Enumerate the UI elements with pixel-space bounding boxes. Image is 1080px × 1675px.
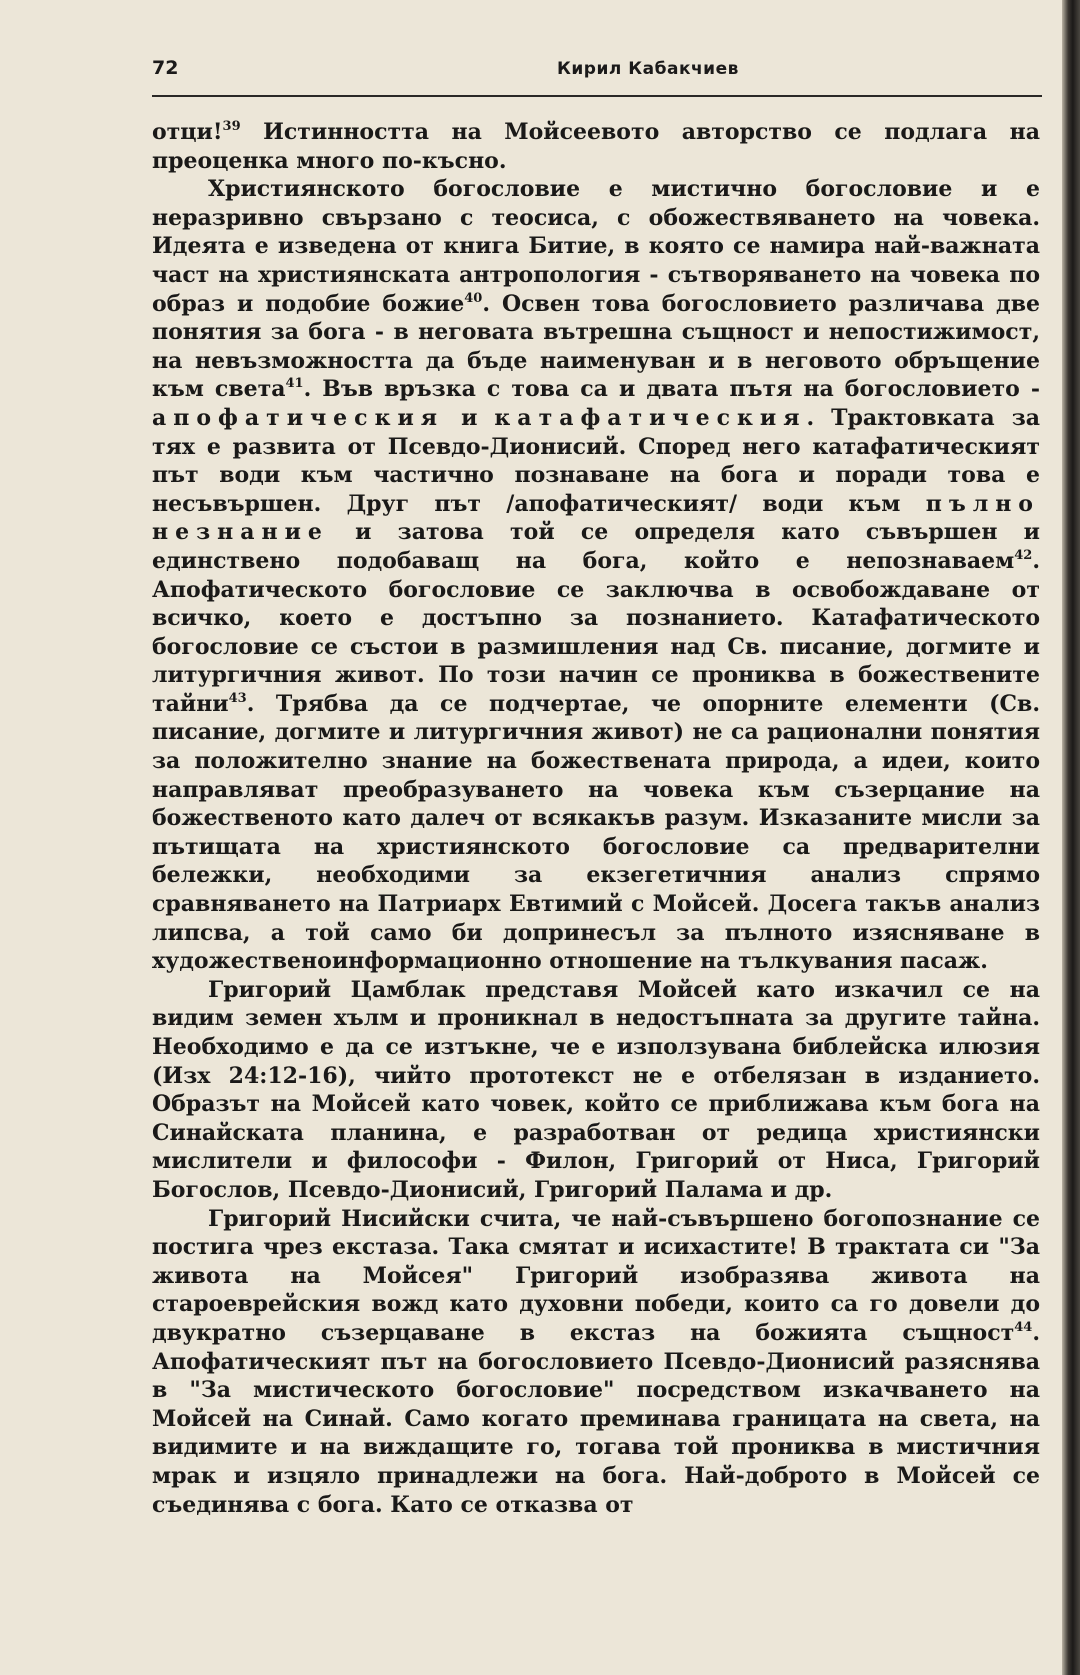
- term-cataphatic: катафатическия: [494, 404, 807, 431]
- paragraph-2-b: . Освен това богословието различава две понятия за бога - в неговата вътрешна същност и непостижимост, на невъзможността да бъде наименуван и в неговото обръщение към света: [152, 290, 1040, 403]
- page-number: 72: [152, 57, 179, 79]
- header-rule: [152, 95, 1042, 97]
- footnote-ref-40: 40: [464, 290, 483, 306]
- footnote-ref-39: 39: [222, 119, 241, 134]
- paragraph-1: [152, 118, 1040, 175]
- page-edge: [1062, 0, 1080, 1675]
- paragraph-2-e: и затова той се определя като съвършен и единствено подобаващ на бога, който е непознаваем: [152, 519, 1040, 574]
- footnote-ref-43: 43: [228, 690, 247, 706]
- paragraph-2-a: Християнското богословие е мистично богословие и е неразривно свързано с теосиса, с обожествяването на човека. Идеята е изведена от книга Битие, в която се намира най-важната част на християнската антропология - сътворяването на човека по образ и подобие божие: [152, 176, 1040, 317]
- footnote-ref-44: 44: [1014, 1319, 1033, 1335]
- page-header: [152, 57, 1042, 87]
- paragraph-4-b: . Апофатическият път на богословието Псевдо-Дионисий разяснява в "За мистическото богословие" посредством изкачването на Мойсей на Синай. Само когато преминава границата на света, на видимите и на виждащите го, тогава той прониква в мистичния мрак и изцяло принадлежи на бога. Най-доброто в Мойсей се съединява с бога. Като се отказва от: [152, 1319, 1040, 1518]
- paragraph-2-d: . Трактовката за тях е развита от Псевдо-Дионисий. Според него катафатическият път води към частично познаване на бога и поради това е несъвършен. Друг път /апофатическият/ води към: [152, 404, 1040, 517]
- paragraph-4-a: Григорий Нисийски счита, че най-съвършено богопознание се постига чрез екстаза. Така смятат и исихастите! В трактата си "За живота на Мойсея" Григорий изобразява живота на староеврейския вожд като духовни победи, които са го довели до двукратно съзерцаване в екстаз на божията същност: [152, 1205, 1040, 1346]
- paragraph-2-and: и: [444, 404, 495, 431]
- paragraph-2: [152, 175, 1040, 976]
- paragraph-2-c: . Във връзка с това са и двата пътя на богословието -: [303, 376, 1040, 403]
- paragraph-1-text: отци!: [152, 119, 223, 145]
- paragraph-4: [152, 1205, 1040, 1520]
- paragraph-2-f: . Апофатическото богословие се заключва в освобождаване от всичко, което е достъпно за познанието. Катафатическото богословие се състои в размишления над Св. писание, догмите и литургичния живот. По този начин се прониква в божествените тайни: [152, 547, 1040, 717]
- paragraph-2-g: . Трябва да се подчертае, че опорните елементи (Св. писание, догмите и литургичния живот) не са рационални понятия за положително знание на божествената природа, а идеи, които направляват преобразуването на човека към съзерцание на божественото като далеч от всякакъв разум. Изказаните мисли за пътищата на християнското богословие са предварителни бележки, необходими за екзегетичния анализ спрямо сравняването на Патриарх Евтимий с Мойсей. Досега такъв анализ липсва, а той само би допринесъл за пълното изясняване в художественоинформационно отношение на тълкувания пасаж.: [152, 690, 1040, 975]
- term-apophatic: апофатическия: [152, 404, 445, 431]
- running-head: Кирил Кабакчиев: [557, 59, 739, 79]
- body-text: [152, 118, 1040, 1519]
- footnote-ref-42: 42: [1014, 547, 1033, 563]
- paragraph-3: Григорий Цамблак представя Мойсей като изкачил се на видим земен хълм и проникнал в недостъпната за другите тайна. Необходимо е да се изтъкне, че е използувана библейска илюзия (Изх 24:12-16), чийто прототекст не е отбелязан в изданието. Образът на Мойсей като човек, който се приближава към бога на Синайската планина, е разработван от редица християнски мислители и философи - Филон, Григорий от Ниса, Григорий Богослов, Псевдо-Дионисий, Григорий Палама и др.: [152, 976, 1040, 1203]
- paragraph-1-rest: Истинността на Мойсеевото авторство се подлага на преоценка много по-късно.: [152, 119, 1040, 174]
- term-full-unknowing: пълно незнание: [152, 490, 1040, 546]
- footnote-ref-41: 41: [285, 376, 304, 392]
